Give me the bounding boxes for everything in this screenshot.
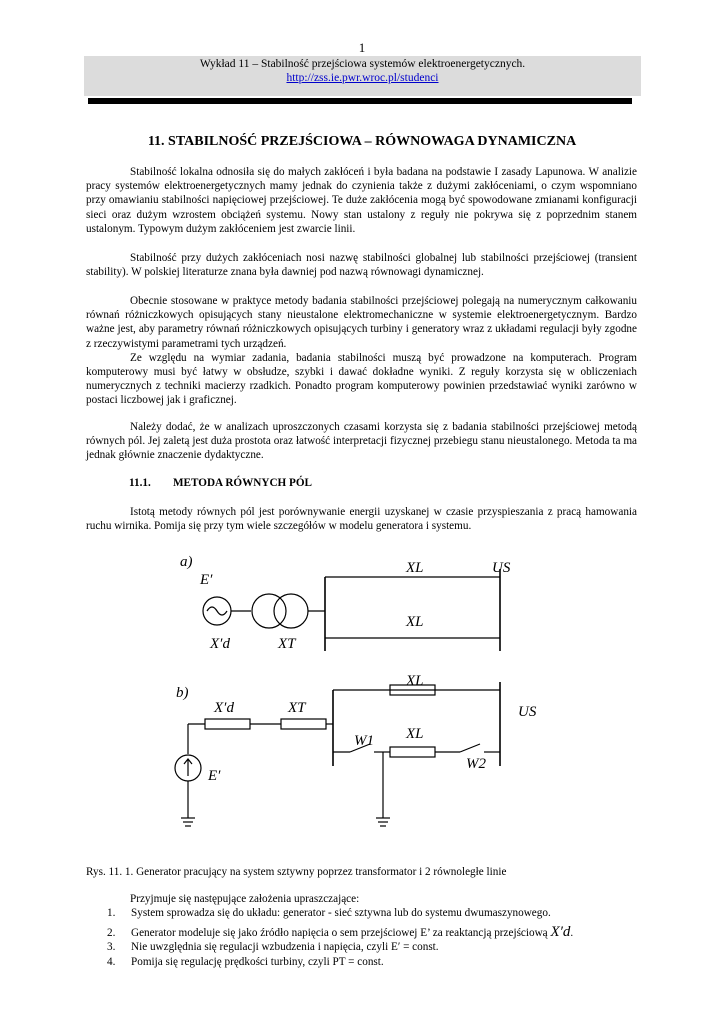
paragraph-text: Należy dodać, że w analizach uproszczonych czasami korzysta się z badania stabilności przejściowej metodą równych pól. Jej zaletą jest duża prostota oraz łatwość interpretacji fizycznej przebiegu stanu nieustalonego. Metoda ta ma jednak głównie znaczenie dydaktyczne. <box>86 421 637 462</box>
transformer-coil-1 <box>252 594 286 628</box>
page-number: 1 <box>358 40 366 55</box>
list-text: Generator modeluje się jako źródło napięcia o sem przejściowej E’ za reaktancją przejściową <box>131 927 548 939</box>
list-text: Pomija się regulację prędkości turbiny, czyli PT = const. <box>131 956 384 968</box>
paragraph-1 <box>86 165 637 236</box>
list-item <box>107 956 384 968</box>
label-e-b: E′ <box>208 768 221 784</box>
label-xt-a: XT <box>278 636 296 652</box>
chapter-title: 11. STABILNOŚĆ PRZEJŚCIOWA – RÓWNOWAGA DYNAMICZNA <box>147 134 577 149</box>
list-text: System sprowadza się do układu: generator - sieć sztywna lub do systemu dwumaszynowego. <box>131 907 551 919</box>
paragraph-text: Stabilność lokalna odnosiła się do małych zakłóceń i była badana na podstawie I zasady Lapunowa. W analizie pracy systemów elektroenergetycznych mamy jednak do czynienia także z dużymi zakłóceniami, o czym wspomniano przy omawianiu stabilności napięciowej przejściowej. Te duże zakłócenia mogą być spowodowane zmianami konfiguracji sieci oraz dużym wzrostem obciążeń systemu. Nowy stan ustalony z reguły nie pokrywa się z poprzednim stanem ustalonym. Typowym dużym zakłóceniem jest zwarcie linii. <box>86 166 637 235</box>
label-us-a: US <box>492 560 511 576</box>
switch-w2 <box>460 744 480 752</box>
label-e-a: E′ <box>200 572 213 588</box>
paragraph-text: Stabilność przy dużych zakłóceniach nosi nazwę stabilności globalnej lub stabilności przejściowej (transient stability). W polskiej literaturze znana była dawniej pod nazwą równowagi dynamicznej. <box>86 252 637 279</box>
label-us-b: US <box>518 704 537 720</box>
paragraph-text: Istotą metody równych pól jest porównywanie energii uzyskanej w czasie przyspieszania z pracą hamowania ruchu wirnika. Pomija się przy tym wiele szczegółów w modelu generatora i systemu. <box>86 506 637 533</box>
list-item <box>107 941 439 953</box>
section-title: METODA RÓWNYCH PÓL <box>173 477 313 489</box>
list-number: 4. <box>107 956 116 968</box>
paragraph-text: Obecnie stosowane w praktyce metody badania stabilności przejściowej polegają na numerycznym całkowaniu równań różniczkowych opisujących stany nieustalone elektromechaniczne w systemie elektroenergetycznym. Bardzo ważne jest, aby parametry równań różniczkowych opisujących turbiny i generatory wraz z układami regulacji były zgodne z rzeczywistymi parametrami tych urządzeń. <box>86 295 637 350</box>
assumptions-intro: Przyjmuje się następujące założenia upraszczające: <box>130 893 360 905</box>
label-xl-a-lower: XL <box>406 614 424 630</box>
section-number: 11.1. <box>129 477 151 489</box>
label-xt-b: XT <box>288 700 306 716</box>
paragraph-text: Ze względu na wymiar zadania, badania stabilności muszą być prowadzone na komputerach. Program komputerowy musi być łatwy w obsłudze, szybki i dawać dokładne wyniki. Z reguły korzysta się w obliczeniach numerycznych z techniki macierzy rzadkich. Ponadto program komputerowy powinien przedstawiać wyniki zarówno w postaci liczbowej jak i graficznej. <box>86 351 637 407</box>
label-w2: W2 <box>466 756 486 772</box>
paragraph-3 <box>86 294 637 408</box>
paragraph-4 <box>86 420 637 463</box>
paragraph-2 <box>86 251 637 279</box>
header-title: Wykład 11 – Stabilność przejściowa systemów elektroenergetycznych. <box>199 58 526 70</box>
section-heading <box>129 477 312 489</box>
paragraph-5 <box>86 505 637 533</box>
reactance-xd <box>205 719 250 729</box>
list-number: 2. <box>107 927 116 939</box>
label-xl-b-upper: XL <box>406 673 424 689</box>
page-header <box>84 56 641 96</box>
generator-sine <box>207 607 227 615</box>
reactance-xt <box>281 719 326 729</box>
list-number: 1. <box>107 907 116 919</box>
figure-caption: Rys. 11. 1. Generator pracujący na system sztywny poprzez transformator i 2 równoległe linie <box>86 866 507 878</box>
list-item <box>107 907 551 919</box>
label-xl-a-upper: XL <box>406 560 424 576</box>
label-a: a) <box>180 554 193 570</box>
list-tail: . <box>570 927 574 939</box>
label-xd-b: X′d <box>214 700 234 716</box>
list-item <box>107 924 573 941</box>
list-symbol: X′d <box>550 924 571 940</box>
label-xl-b-lower: XL <box>406 726 424 742</box>
label-w1: W1 <box>354 733 374 749</box>
list-text: Nie uwzględnia się regulacji wzbudzenia i napięcia, czyli E′ = const. <box>131 941 439 953</box>
transformer-coil-2 <box>274 594 308 628</box>
list-number: 3. <box>107 941 116 953</box>
label-xd-a: X′d <box>210 636 230 652</box>
reactance-xl-lower <box>390 747 435 757</box>
label-b: b) <box>176 685 189 701</box>
circuit-diagram <box>150 540 570 840</box>
header-link[interactable]: http://zss.ie.pwr.wroc.pl/studenci <box>286 72 439 84</box>
header-rule <box>88 98 632 104</box>
